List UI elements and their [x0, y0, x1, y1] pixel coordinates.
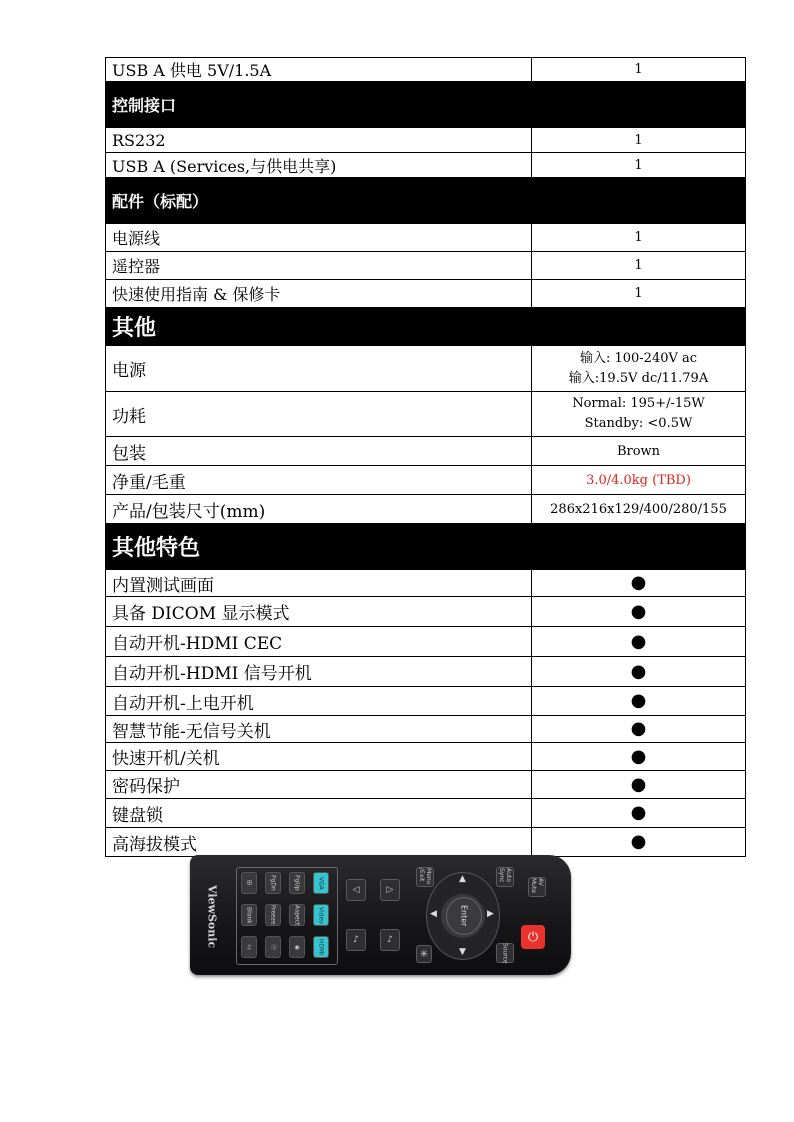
feature-supported-cell — [532, 570, 746, 597]
row-value: 1 — [532, 58, 746, 82]
feature-row — [106, 597, 746, 627]
keypad-button[interactable]: Blank — [241, 904, 257, 926]
keypad-button[interactable]: PgDn — [265, 872, 281, 894]
row-value: 1 — [532, 252, 746, 280]
bullet-icon: ● — [630, 773, 647, 795]
section-title: 配件（标配） — [106, 178, 746, 224]
feature-row — [106, 771, 746, 799]
value-line: 输入: 100-240V ac — [579, 350, 698, 366]
hdmi-button[interactable]: HDMI — [313, 936, 329, 958]
row-label: 净重/毛重 — [106, 466, 532, 495]
feature-supported-cell — [532, 799, 746, 828]
row-value — [532, 346, 746, 392]
row-value: 1 — [532, 153, 746, 178]
feature-supported-cell — [532, 716, 746, 743]
row-label: 包装 — [106, 437, 532, 466]
feature-supported-cell — [532, 743, 746, 771]
value-line: Standby: <0.5W — [584, 416, 693, 431]
keypad-button[interactable]: PgUp — [289, 872, 305, 894]
feature-supported-cell — [532, 828, 746, 857]
row-label: 遥控器 — [106, 252, 532, 280]
feature-label: 自动开机-HDMI 信号开机 — [106, 657, 532, 687]
row-label: 电源 — [106, 346, 532, 392]
feature-supported-cell — [532, 597, 746, 627]
table-row — [106, 252, 746, 280]
volume-down-icon[interactable]: ♪ — [346, 929, 366, 951]
feature-row — [106, 828, 746, 857]
table-row — [106, 466, 746, 495]
bullet-icon: ● — [630, 802, 647, 823]
auto-sync-button[interactable]: Auto Sync — [496, 867, 514, 887]
brand-logo: ViewSonic — [205, 885, 219, 949]
feature-supported-cell — [532, 657, 746, 687]
table-row — [106, 153, 746, 178]
row-value: 1 — [532, 128, 746, 153]
row-value: Brown — [532, 437, 746, 466]
keypad-button[interactable]: ♫ — [241, 936, 257, 958]
section-header — [106, 178, 746, 224]
spec-table — [105, 57, 746, 857]
bullet-icon: ● — [630, 690, 647, 711]
row-value — [532, 392, 746, 437]
row-value: 1 — [532, 224, 746, 252]
feature-row — [106, 570, 746, 597]
row-label: 快速使用指南 & 保修卡 — [106, 280, 532, 308]
feature-row — [106, 687, 746, 716]
feature-label: 键盘锁 — [106, 799, 532, 828]
row-label: USB A 供电 5V/1.5A — [106, 58, 532, 82]
feature-label: 内置测试画面 — [106, 570, 532, 597]
feature-row — [106, 716, 746, 743]
feature-label: 自动开机-HDMI CEC — [106, 627, 532, 657]
feature-row — [106, 799, 746, 828]
table-row — [106, 58, 746, 82]
arrow-down-icon[interactable]: ▼ — [459, 947, 466, 957]
bullet-icon: ● — [630, 745, 647, 767]
bullet-icon: ● — [630, 572, 647, 593]
arrow-up-icon[interactable]: ▲ — [459, 874, 466, 884]
feature-label: 自动开机-上电开机 — [106, 687, 532, 716]
table-row — [106, 392, 746, 437]
keypad-button[interactable]: Freeze — [265, 904, 281, 926]
section-header — [106, 82, 746, 128]
feature-label: 密码保护 — [106, 771, 532, 799]
table-row — [106, 495, 746, 524]
feature-row — [106, 627, 746, 657]
brightness-icon[interactable]: ✳ — [416, 945, 432, 963]
feature-supported-cell — [532, 771, 746, 799]
bullet-icon: ● — [630, 630, 647, 652]
remote-control-image — [190, 855, 571, 975]
feature-label: 智慧节能-无信号关机 — [106, 716, 532, 743]
value-line: 输入:19.5V dc/11.79A — [568, 370, 709, 386]
feature-supported-cell — [532, 687, 746, 716]
feature-row — [106, 657, 746, 687]
keypad — [236, 867, 338, 965]
source-button[interactable]: Source — [496, 943, 514, 963]
arrow-left-icon[interactable]: ◀ — [430, 909, 437, 919]
av-mute-button[interactable]: AV Mute — [528, 877, 546, 897]
value-line: Normal: 195+/-15W — [572, 396, 705, 411]
enter-button[interactable]: Enter — [446, 897, 482, 935]
feature-label: 高海拔模式 — [106, 828, 532, 857]
keypad-button[interactable]: Aspect — [289, 904, 305, 926]
power-icon[interactable]: ⏻ — [521, 925, 545, 949]
section-header — [106, 524, 746, 570]
keypad-button[interactable]: ⊞ — [241, 872, 257, 894]
bullet-icon: ● — [630, 600, 647, 622]
volume-up-icon[interactable]: ♪ — [380, 929, 400, 951]
table-row — [106, 346, 746, 392]
row-label: 电源线 — [106, 224, 532, 252]
section-title-features: 其他特色 — [106, 524, 746, 570]
row-label: 产品/包装尺寸(mm) — [106, 495, 532, 524]
section-title-other: 其他 — [106, 308, 746, 346]
arrow-right-icon[interactable]: ▶ — [487, 909, 494, 919]
keypad-button[interactable]: Ⓢ — [265, 936, 281, 958]
table-row — [106, 224, 746, 252]
section-title: 控制接口 — [106, 82, 746, 128]
row-value: 3.0/4.0kg (TBD) — [532, 466, 746, 495]
feature-row — [106, 743, 746, 771]
table-row — [106, 280, 746, 308]
row-label: USB A (Services,与供电共享) — [106, 153, 532, 178]
menu-exit-button[interactable]: Menu /Exit — [416, 867, 434, 887]
bullet-icon: ● — [630, 718, 647, 739]
keystone-right-icon[interactable]: ▷ — [380, 879, 400, 901]
feature-label: 具备 DICOM 显示模式 — [106, 597, 532, 627]
video-button[interactable]: Video — [313, 904, 329, 926]
feature-supported-cell — [532, 627, 746, 657]
bullet-icon: ● — [630, 831, 647, 852]
keystone-left-icon[interactable]: ◁ — [346, 879, 366, 901]
row-label: RS232 — [106, 128, 532, 153]
vga-button[interactable]: VGA — [313, 872, 329, 894]
section-header — [106, 308, 746, 346]
table-row — [106, 128, 746, 153]
keypad-button[interactable]: ◉ — [289, 936, 305, 958]
row-value: 1 — [532, 280, 746, 308]
bullet-icon: ● — [630, 660, 647, 682]
feature-label: 快速开机/关机 — [106, 743, 532, 771]
row-value: 286x216x129/400/280/155 — [532, 495, 746, 524]
row-label: 功耗 — [106, 392, 532, 437]
table-row — [106, 437, 746, 466]
